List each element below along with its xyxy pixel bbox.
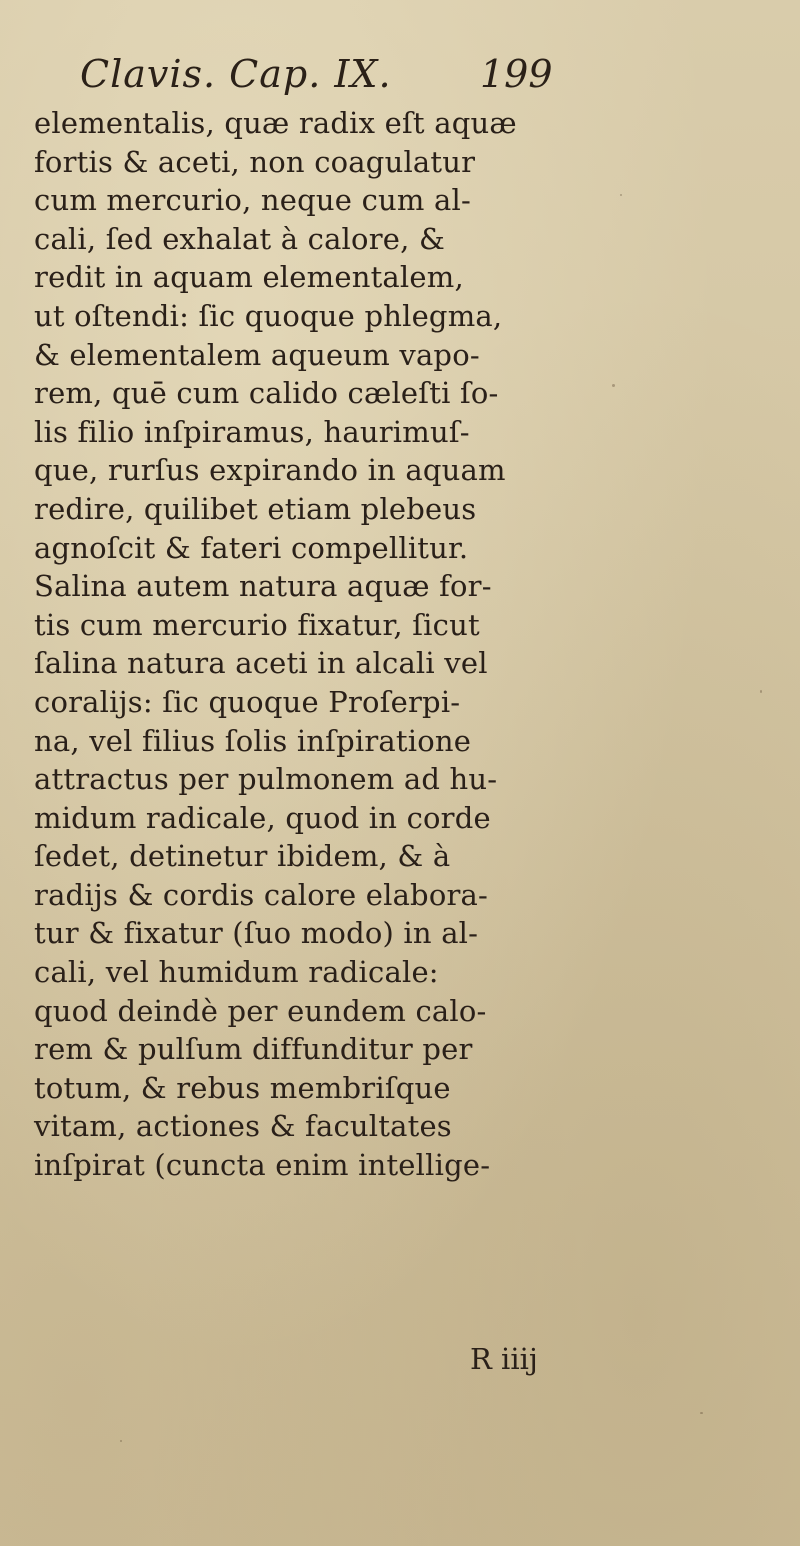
text-line: rem, quē cum calido cæleſti ſo- [34,376,499,411]
text-line: totum, & rebus membriſque [34,1070,451,1105]
text-line: & elementalem aqueum vapo- [34,337,480,372]
paper-speck [120,1440,122,1442]
text-line: agnoſcit & fateri compellitur. [34,530,469,565]
text-line: Salina autem natura aquæ for- [34,569,492,604]
body-text [34,104,614,1185]
text-line: que, rurſus expirando in aquam [34,453,506,488]
text-line: rem & pulſum diffunditur per [34,1032,473,1067]
text-line: fortis & aceti, non coagulatur [34,144,476,179]
text-line: coralijs: ſic quoque Proſerpi- [34,684,461,719]
text-line: vitam, actiones & facultates [34,1109,452,1144]
signature-mark: R iiij [470,1342,538,1376]
paper-speck [700,1412,703,1414]
text-line: lis filio inſpiramus, haurimuſ- [34,414,470,449]
text-line: elementalis, quæ radix eſt aquæ [34,106,517,140]
text-line: ſedet, detinetur ibidem, & à [34,839,451,874]
text-line: radijs & cordis calore elabora- [34,877,489,912]
text-line: attractus per pulmonem ad hu- [34,762,498,797]
text-line: cali, ſed exhalat à calore, & [34,221,445,256]
text-line: ut oſtendi: ſic quoque phlegma, [34,298,503,333]
page-header [80,52,580,112]
text-line: na, vel filius ſolis inſpiratione [34,723,472,758]
running-head: Clavis. Cap. IX. [80,52,392,96]
text-line: inſpirat (cuncta enim intellige- [34,1148,491,1183]
text-line: redire, quilibet etiam plebeus [34,491,477,526]
text-line: tur & fixatur (ſuo modo) in al- [34,916,479,951]
text-line: cali, vel humidum radicale: [34,955,439,990]
paper-speck [612,384,615,387]
text-line: ſalina natura aceti in alcali vel [34,646,488,681]
page-number: 199 [480,52,553,96]
paper-speck [760,690,762,693]
text-line: redit in aquam elementalem, [34,260,464,295]
text-line: quod deindè per eundem calo- [34,993,487,1028]
text-line: midum radicale, quod in corde [34,800,491,835]
text-line: tis cum mercurio fixatur, ſicut [34,607,480,642]
paper-speck [620,194,622,196]
text-line: cum mercurio, neque cum al- [34,183,471,218]
